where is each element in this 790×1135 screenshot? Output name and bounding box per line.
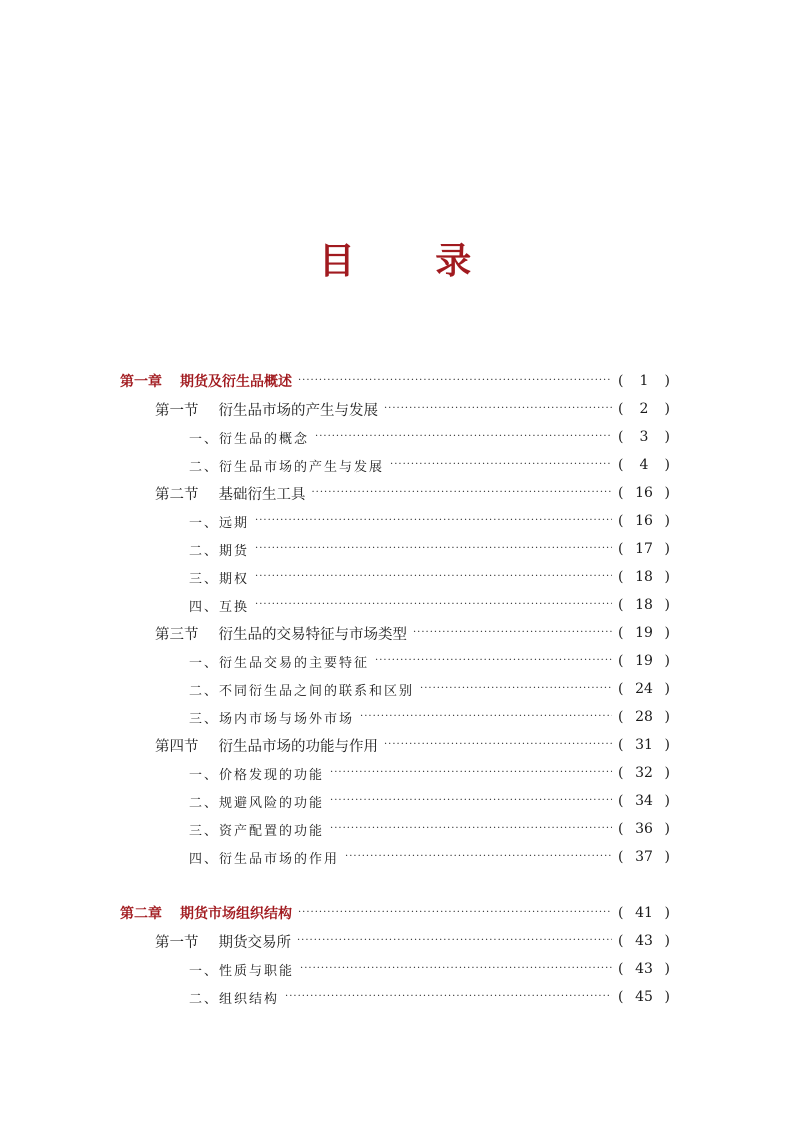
toc-page-number [618, 793, 670, 809]
left-paren: ( [618, 513, 624, 529]
toc-entry-item[interactable] [189, 788, 670, 814]
page-number-value: 16 [635, 485, 653, 501]
toc-page-number [618, 457, 670, 473]
toc-entry-title: 期货市场组织结构 [180, 906, 292, 922]
toc-entry-number: 三、 [189, 711, 220, 727]
toc-entry-item[interactable] [189, 760, 670, 786]
toc-page-number [618, 653, 670, 669]
toc-entry-label [189, 428, 309, 447]
toc-entry-number: 第一章 [120, 374, 162, 390]
left-paren: ( [618, 849, 624, 865]
toc-entry-section[interactable] [155, 396, 670, 422]
left-paren: ( [618, 569, 624, 585]
toc-page-number [618, 737, 670, 753]
toc-entry-label [189, 792, 324, 811]
dot-leader [330, 788, 612, 814]
right-paren: ) [664, 765, 670, 781]
right-paren: ) [664, 485, 670, 501]
page-number-value: 3 [639, 429, 649, 445]
toc-entry-label [120, 903, 292, 923]
dot-leader [384, 732, 612, 758]
toc-page-number [618, 485, 670, 501]
left-paren: ( [618, 401, 624, 417]
page-number-value: 18 [635, 569, 653, 585]
page-number-value: 2 [639, 401, 649, 417]
right-paren: ) [664, 961, 670, 977]
toc-entry-title: 互换 [219, 599, 250, 615]
page-number-value: 43 [635, 961, 653, 977]
toc-page-number [618, 569, 670, 585]
toc-entry-number: 第三节 [155, 626, 199, 643]
right-paren: ) [664, 793, 670, 809]
dot-leader [413, 620, 612, 646]
toc-page-number [618, 597, 670, 613]
toc-entry-title: 场内市场与场外市场 [219, 711, 355, 727]
page-number-value: 16 [635, 513, 653, 529]
right-paren: ) [664, 653, 670, 669]
left-paren: ( [618, 905, 624, 921]
left-paren: ( [618, 373, 624, 389]
right-paren: ) [664, 737, 670, 753]
dot-leader [360, 704, 612, 730]
toc-entry-number: 三、 [189, 823, 220, 839]
dot-leader [298, 368, 612, 394]
left-paren: ( [618, 765, 624, 781]
page-number-value: 28 [635, 709, 653, 725]
dot-leader [255, 592, 612, 618]
left-paren: ( [618, 961, 624, 977]
toc-entry-number: 一、 [189, 767, 220, 783]
toc-page-number [618, 989, 670, 1005]
page-number-value: 41 [635, 905, 653, 921]
toc-entry-section[interactable] [155, 928, 670, 954]
page-number-value: 18 [635, 597, 653, 613]
dot-leader [255, 536, 612, 562]
right-paren: ) [664, 513, 670, 529]
toc-entry-label [189, 540, 249, 559]
right-paren: ) [664, 597, 670, 613]
toc-entry-label [189, 568, 249, 587]
toc-entry-item[interactable] [189, 676, 670, 702]
toc-page-number [618, 849, 670, 865]
left-paren: ( [618, 625, 624, 641]
toc-page-number [618, 765, 670, 781]
toc-entry-item[interactable] [189, 452, 670, 478]
toc-entry-label [120, 371, 292, 391]
toc-entry-section[interactable] [155, 732, 670, 758]
toc-entry-title: 期货交易所 [218, 934, 291, 951]
right-paren: ) [664, 681, 670, 697]
toc-entry-number: 二、 [189, 543, 220, 559]
toc-page-number [618, 709, 670, 725]
toc-entry-title: 期货 [219, 543, 250, 559]
toc-page-number [618, 513, 670, 529]
dot-leader [330, 816, 612, 842]
toc-entry-number: 三、 [189, 571, 220, 587]
toc-entry-label [155, 623, 407, 644]
toc-page-number [618, 625, 670, 641]
toc-entry-item[interactable] [189, 956, 670, 982]
right-paren: ) [664, 989, 670, 1005]
dot-leader [420, 676, 612, 702]
right-paren: ) [664, 905, 670, 921]
right-paren: ) [664, 457, 670, 473]
toc-page-number [618, 961, 670, 977]
toc-entry-number: 第四节 [155, 738, 199, 755]
toc-entry-label [189, 848, 339, 867]
left-paren: ( [618, 541, 624, 557]
toc-entry-title: 价格发现的功能 [219, 767, 325, 783]
right-paren: ) [664, 709, 670, 725]
right-paren: ) [664, 625, 670, 641]
toc-entry-number: 第一节 [155, 934, 199, 951]
left-paren: ( [618, 709, 624, 725]
toc-entry-title: 资产配置的功能 [219, 823, 325, 839]
toc-entry-number: 第二节 [155, 486, 199, 503]
toc-entry-number: 一、 [189, 515, 220, 531]
toc-page-number [618, 905, 670, 921]
left-paren: ( [618, 597, 624, 613]
toc-entry-title: 不同衍生品之间的联系和区别 [219, 683, 415, 699]
dot-leader [255, 564, 612, 590]
page-number-value: 4 [639, 457, 649, 473]
toc-entry-title: 期权 [219, 571, 250, 587]
toc-page-number [618, 681, 670, 697]
toc-entry-item[interactable] [189, 564, 670, 590]
page-number-value: 17 [635, 541, 653, 557]
toc-entry-title: 期货及衍生品概述 [180, 374, 292, 390]
toc-entry-number: 第二章 [120, 906, 162, 922]
dot-leader [300, 956, 612, 982]
toc-entry-item[interactable] [189, 592, 670, 618]
page-number-value: 32 [635, 765, 653, 781]
right-paren: ) [664, 821, 670, 837]
toc-page-number [618, 429, 670, 445]
toc-entry-title: 衍生品市场的产生与发展 [218, 402, 378, 419]
toc-entry-title: 衍生品市场的作用 [219, 851, 340, 867]
left-paren: ( [618, 737, 624, 753]
dot-leader [285, 984, 612, 1010]
toc-entry-number: 四、 [189, 599, 220, 615]
right-paren: ) [664, 569, 670, 585]
toc-entry-label [155, 735, 378, 756]
page-number-value: 36 [635, 821, 653, 837]
page-number-value: 19 [635, 653, 653, 669]
dot-leader [375, 648, 612, 674]
page-number-value: 24 [635, 681, 653, 697]
page-number-value: 37 [635, 849, 653, 865]
toc-entry-chapter[interactable] [120, 368, 670, 394]
page-title: 目 录 [318, 240, 506, 282]
dot-leader [345, 844, 612, 870]
page-number-value: 1 [639, 373, 649, 389]
toc-page-number [618, 821, 670, 837]
dot-leader [330, 760, 612, 786]
page-number-value: 43 [635, 933, 653, 949]
right-paren: ) [664, 373, 670, 389]
toc-entry-label [155, 399, 378, 420]
toc-entry-item[interactable] [189, 844, 670, 870]
dot-leader [384, 396, 612, 422]
toc-entry-label [189, 512, 249, 531]
toc-entry-title: 衍生品市场的功能与作用 [218, 738, 378, 755]
toc-entry-title: 性质与职能 [219, 963, 295, 979]
dot-leader [255, 508, 612, 534]
toc-entry-title: 组织结构 [219, 991, 280, 1007]
toc-entry-title: 规避风险的功能 [219, 795, 325, 811]
page-number-value: 19 [635, 625, 653, 641]
dot-leader [312, 480, 613, 506]
toc-entry-label [189, 680, 414, 699]
toc-entry-number: 二、 [189, 795, 220, 811]
page-number-value: 34 [635, 793, 653, 809]
toc-entry-section[interactable] [155, 480, 670, 506]
left-paren: ( [618, 485, 624, 501]
page-number-value: 31 [635, 737, 653, 753]
toc-entry-title: 基础衍生工具 [218, 486, 306, 503]
left-paren: ( [618, 681, 624, 697]
toc-page-number [618, 933, 670, 949]
toc-entry-item[interactable] [189, 536, 670, 562]
toc-entry-number: 二、 [189, 991, 220, 1007]
toc-entry-item[interactable] [189, 704, 670, 730]
toc-entry-title: 远期 [219, 515, 250, 531]
toc-entry-label [189, 708, 354, 727]
dot-leader [298, 900, 612, 926]
right-paren: ) [664, 401, 670, 417]
left-paren: ( [618, 821, 624, 837]
toc-entry-label [189, 960, 294, 979]
left-paren: ( [618, 653, 624, 669]
right-paren: ) [664, 933, 670, 949]
toc-entry-number: 二、 [189, 459, 220, 475]
toc-entry-item[interactable] [189, 648, 670, 674]
toc-entry-title: 衍生品交易的主要特征 [219, 655, 370, 671]
toc-entry-title: 衍生品市场的产生与发展 [219, 459, 385, 475]
toc-entry-item[interactable] [189, 984, 670, 1010]
toc-entry-item[interactable] [189, 424, 670, 450]
toc-page-number [618, 373, 670, 389]
toc-entry-label [189, 820, 324, 839]
toc-entry-item[interactable] [189, 816, 670, 842]
left-paren: ( [618, 429, 624, 445]
toc-entry-section[interactable] [155, 620, 670, 646]
toc-entry-label [189, 764, 324, 783]
left-paren: ( [618, 989, 624, 1005]
toc-entry-number: 一、 [189, 431, 220, 447]
toc-entry-item[interactable] [189, 508, 670, 534]
dot-leader [315, 424, 612, 450]
left-paren: ( [618, 793, 624, 809]
toc-entry-label [155, 483, 306, 504]
toc-entry-number: 一、 [189, 963, 220, 979]
toc-entry-number: 四、 [189, 851, 220, 867]
toc-entry-label [189, 456, 384, 475]
toc-entry-title: 衍生品的概念 [219, 431, 310, 447]
toc-page-number [618, 541, 670, 557]
toc-page-number [618, 401, 670, 417]
left-paren: ( [618, 933, 624, 949]
page-number-value: 45 [635, 989, 653, 1005]
toc-entry-label [189, 652, 369, 671]
right-paren: ) [664, 849, 670, 865]
dot-leader [390, 452, 612, 478]
toc-entry-number: 二、 [189, 683, 220, 699]
toc-entry-number: 一、 [189, 655, 220, 671]
toc-entry-label [189, 596, 249, 615]
toc-entry-number: 第一节 [155, 402, 199, 419]
toc-entry-label [189, 988, 279, 1007]
left-paren: ( [618, 457, 624, 473]
right-paren: ) [664, 541, 670, 557]
right-paren: ) [664, 429, 670, 445]
toc-entry-title: 衍生品的交易特征与市场类型 [218, 626, 407, 643]
dot-leader [297, 928, 612, 954]
toc-entry-label [155, 931, 291, 952]
toc-entry-chapter[interactable] [120, 900, 670, 926]
